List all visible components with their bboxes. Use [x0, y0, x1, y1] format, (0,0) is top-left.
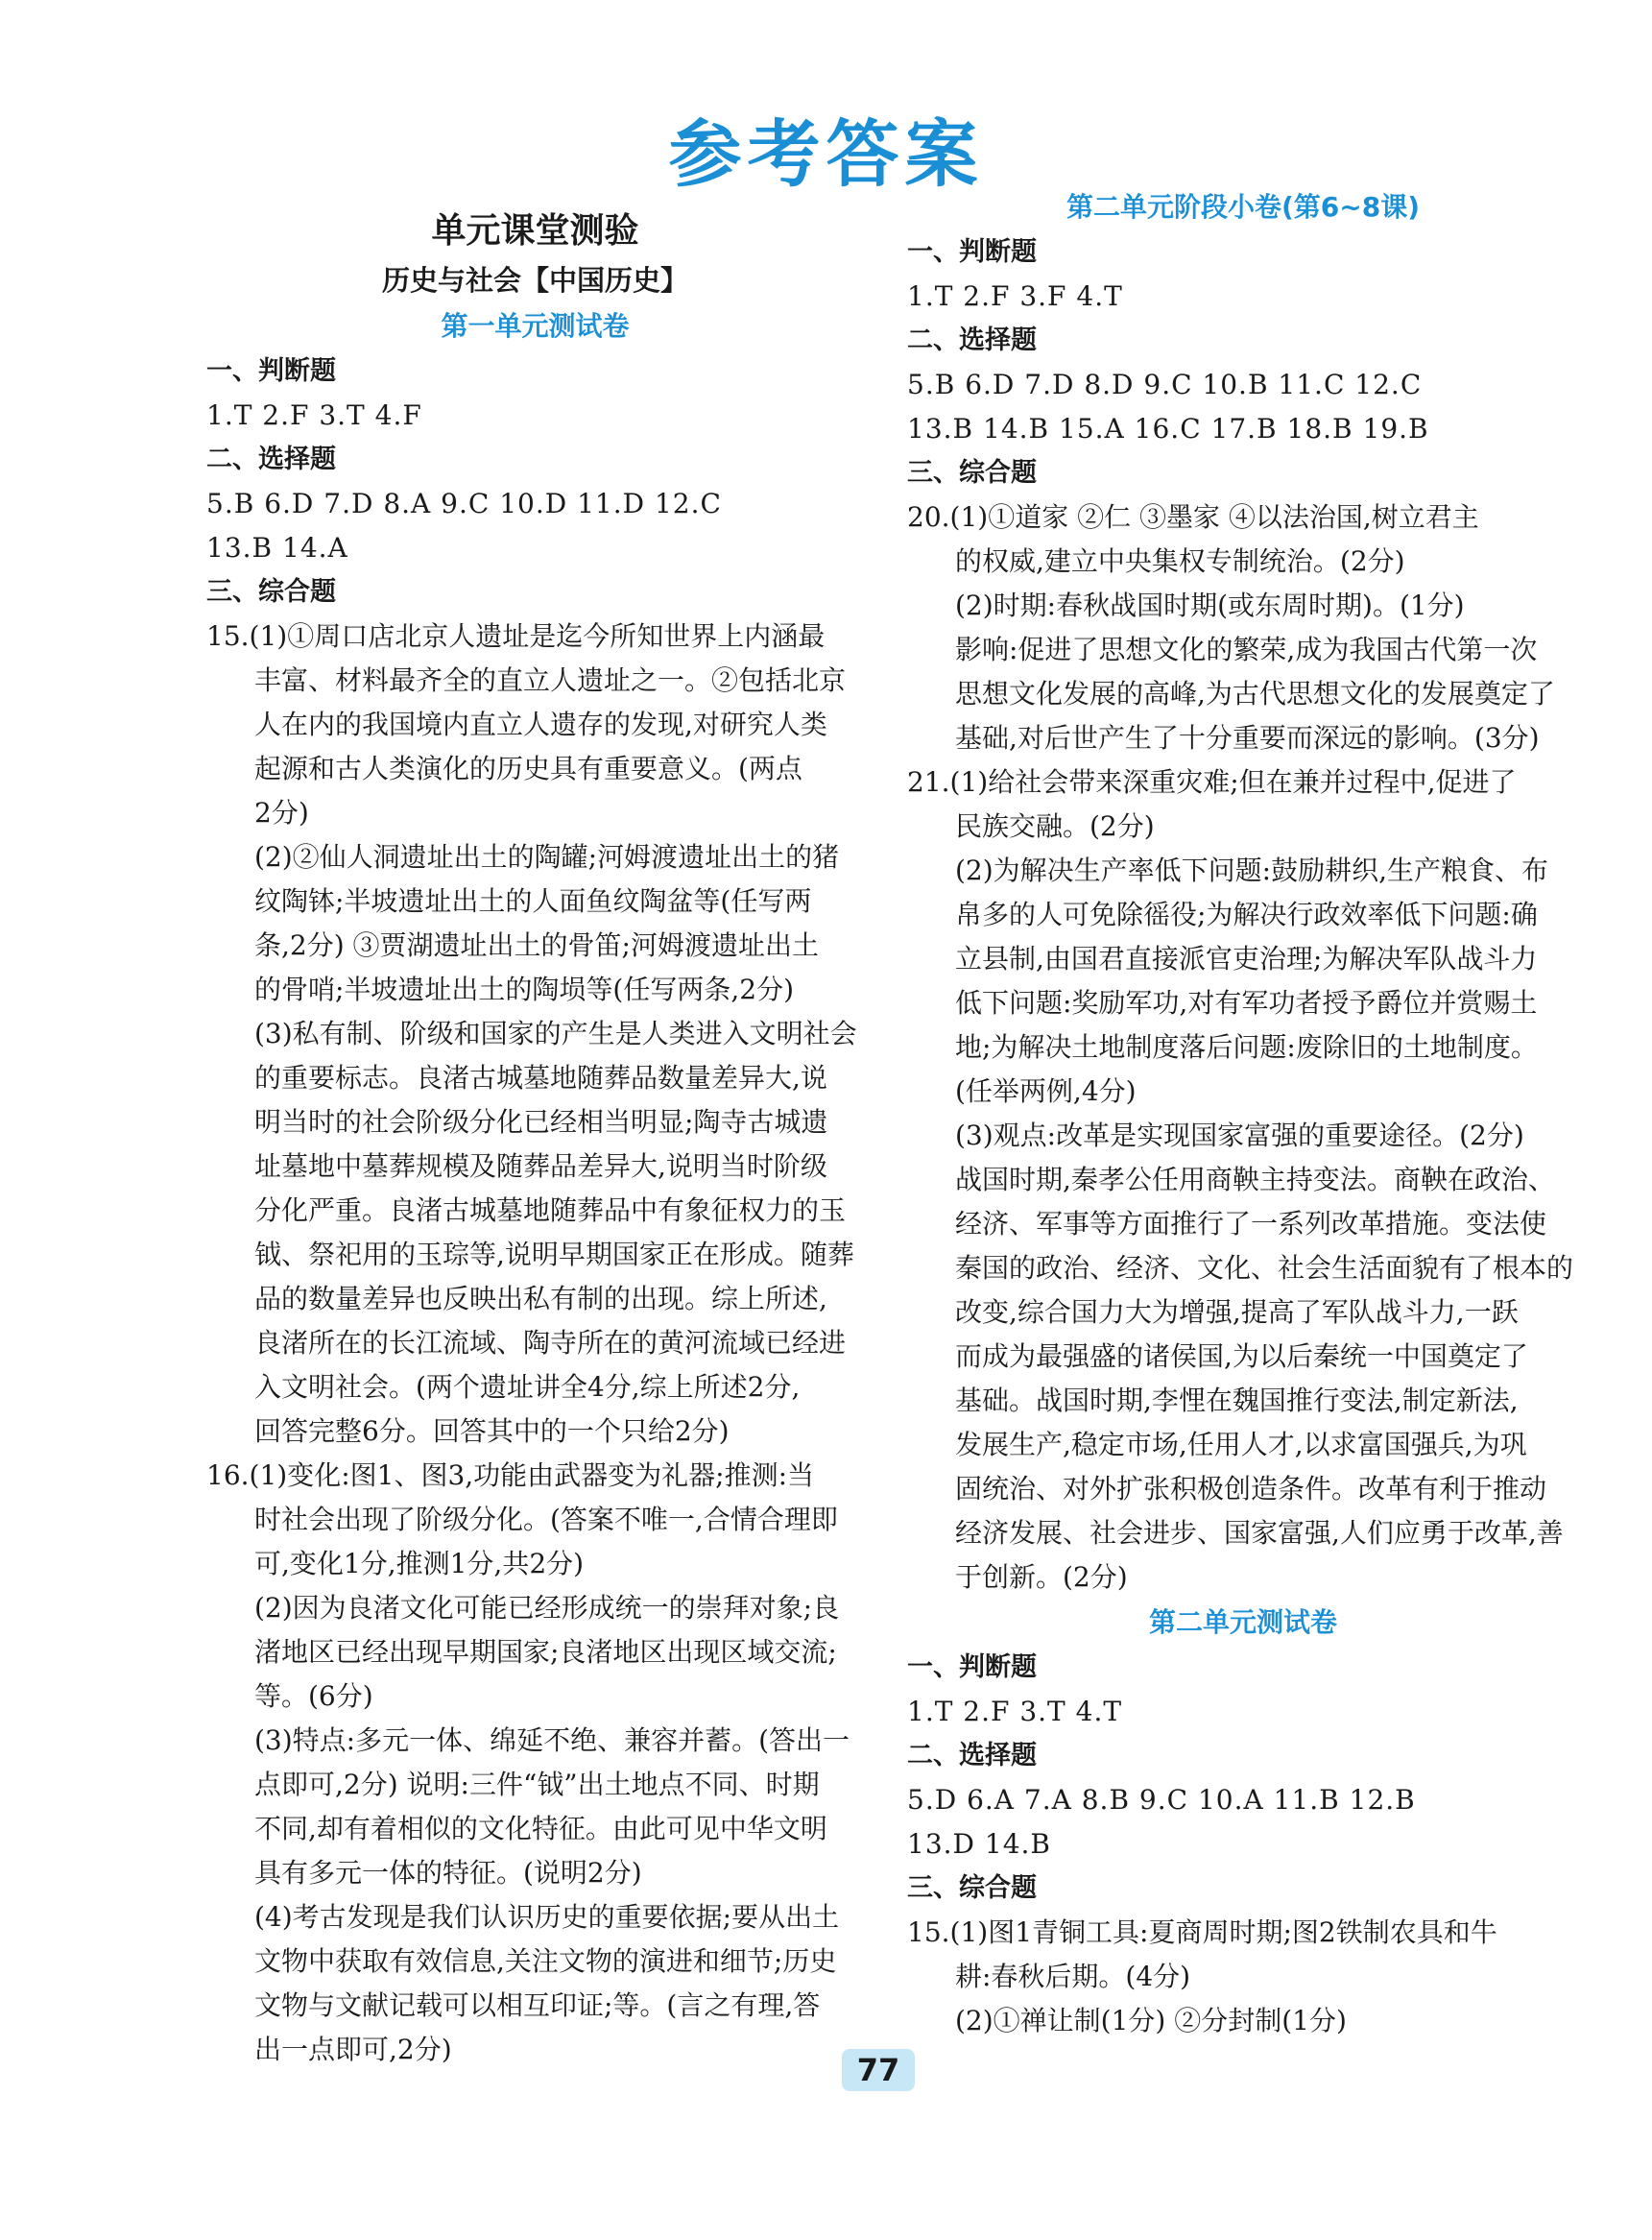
- right-answer-lines-1: [907, 495, 1579, 1600]
- answer-line: 的重要标志。良渚古城墓地随葬品数量差异大,说: [254, 1062, 827, 1094]
- section-label-choice: 二、选择题: [206, 445, 336, 474]
- left-column: [206, 205, 864, 2072]
- answer-line: 于创新。(2分): [955, 1561, 1128, 1593]
- section-label-choice: 二、选择题: [907, 325, 1037, 355]
- left-answer-lines: [206, 614, 864, 2072]
- answer-line: 人在内的我国境内直立人遗存的发现,对研究人类: [254, 709, 827, 740]
- answer-line: (4)考古发现是我们认识历史的重要依据;要从出土: [254, 1901, 840, 1933]
- answers-choice-row2: 13.B 14.B 15.A 16.C 17.B 18.B 19.B: [907, 413, 1429, 445]
- answer-line: 出一点即可,2分): [254, 2034, 452, 2065]
- left-heading: 单元课堂测验: [431, 211, 639, 251]
- answers-choice-row1: 5.B 6.D 7.D 8.A 9.C 10.D 11.D 12.C: [206, 488, 722, 519]
- answer-line: 条,2分) ③贾湖遗址出土的骨笛;河姆渡遗址出土: [254, 929, 819, 961]
- answer-line: 思想文化发展的高峰,为古代思想文化的发展奠定了: [955, 678, 1555, 710]
- answer-line: 秦国的政治、经济、文化、社会生活面貌有了根本的: [955, 1252, 1574, 1284]
- answer-line: 帛多的人可免除徭役;为解决行政效率低下问题:确: [955, 899, 1538, 930]
- answer-line: (任举两例,4分): [955, 1075, 1137, 1107]
- answer-line: 起源和古人类演化的历史具有重要意义。(两点: [254, 753, 802, 784]
- answer-line: 点即可,2分) 说明:三件“钺”出土地点不同、时期: [254, 1769, 820, 1800]
- answer-line: 明当时的社会阶级分化已经相当明显;陶寺古城遗: [254, 1106, 828, 1138]
- answers-judgment: 1.T 2.F 3.F 4.T: [907, 280, 1123, 312]
- answer-line: (3)特点:多元一体、绵延不绝、兼容并蓄。(答出一: [254, 1724, 850, 1756]
- answer-line: 址墓地中墓葬规模及随葬品差异大,说明当时阶级: [254, 1150, 827, 1182]
- answer-line: 丰富、材料最齐全的直立人遗址之一。②包括北京: [254, 664, 847, 696]
- right-answer-lines-2: [907, 1911, 1579, 2043]
- page-title: 参考答案: [668, 111, 984, 197]
- answer-line: 15.(1)①周口店北京人遗址是迄今所知世界上内涵最: [206, 620, 826, 652]
- answer-line: 文物与文献记载可以相互印证;等。(言之有理,答: [254, 1989, 821, 2021]
- right-column: [907, 191, 1579, 2043]
- answer-line: 固统治、对外扩张积极创造条件。改革有利于推动: [955, 1473, 1547, 1505]
- answer-line: (3)私有制、阶级和国家的产生是人类进入文明社会: [254, 1018, 857, 1049]
- section-title-unit1-test: 第一单元测试卷: [441, 310, 630, 342]
- answer-line: 改变,综合国力大为增强,提高了军队战斗力,一跃: [955, 1296, 1519, 1328]
- section-label-comprehensive: 三、综合题: [206, 577, 336, 607]
- answer-line: 的权威,建立中央集权专制统治。(2分): [955, 545, 1405, 577]
- answer-line: 分化严重。良渚古城墓地随葬品中有象征权力的玉: [254, 1194, 847, 1226]
- answer-line: 战国时期,秦孝公任用商鞅主持变法。商鞅在政治、: [955, 1164, 1555, 1195]
- answers-judgment: 1.T 2.F 3.T 4.F: [206, 399, 422, 431]
- answer-line: 经济、军事等方面推行了一系列改革措施。变法使: [955, 1208, 1547, 1240]
- section-label-comprehensive: 三、综合题: [907, 458, 1037, 488]
- answer-line: 低下问题:奖励军功,对有军功者授予爵位并赏赐土: [955, 987, 1538, 1019]
- answer-line: 发展生产,稳定市场,任用人才,以求富国强兵,为巩: [955, 1429, 1527, 1460]
- answer-line: 文物中获取有效信息,关注文物的演进和细节;历史: [254, 1945, 837, 1977]
- answer-line: 等。(6分): [254, 1680, 373, 1712]
- answers-choice-row2: 13.B 14.A: [206, 532, 348, 564]
- answer-line: 经济发展、社会进步、国家富强,人们应勇于改革,善: [955, 1517, 1564, 1549]
- answer-line: 渚地区已经出现早期国家;良渚地区出现区域交流;: [254, 1636, 837, 1668]
- answer-line: 16.(1)变化:图1、图3,功能由武器变为礼器;推测:当: [206, 1459, 815, 1491]
- answer-line: 立县制,由国君直接派官吏治理;为解决军队战斗力: [955, 943, 1538, 975]
- answer-line: (2)因为良渚文化可能已经形成统一的崇拜对象;良: [254, 1592, 840, 1624]
- answer-line: 地;为解决土地制度落后问题:废除旧的土地制度。: [955, 1031, 1538, 1063]
- answers-choice-row1: 5.B 6.D 7.D 8.D 9.C 10.B 11.C 12.C: [907, 369, 1423, 400]
- answer-line: (2)时期:春秋战国时期(或东周时期)。(1分): [955, 590, 1465, 621]
- answer-line: 2分): [254, 797, 309, 829]
- answer-line: (2)①禅让制(1分) ②分封制(1分): [955, 2005, 1347, 2036]
- section-label-judgment: 一、判断题: [206, 356, 336, 386]
- answer-line: 入文明社会。(两个遗址讲全4分,综上所述2分,: [254, 1371, 801, 1403]
- answer-line: 影响:促进了思想文化的繁荣,成为我国古代第一次: [955, 634, 1538, 665]
- answer-line: 具有多元一体的特征。(说明2分): [254, 1857, 642, 1889]
- answer-line: 纹陶钵;半坡遗址出土的人面鱼纹陶盆等(任写两: [254, 885, 812, 917]
- answer-line: (2)为解决生产率低下问题:鼓励耕织,生产粮食、布: [955, 855, 1548, 886]
- answer-line: 民族交融。(2分): [955, 810, 1155, 842]
- section-label-choice-2: 二、选择题: [907, 1741, 1037, 1770]
- page-number-badge: 77: [842, 2049, 915, 2091]
- section-title-unit2-test: 第二单元测试卷: [1148, 1606, 1337, 1638]
- answer-line: 而成为最强盛的诸侯国,为以后秦统一中国奠定了: [955, 1340, 1528, 1372]
- answer-line: 基础。战国时期,李悝在魏国推行变法,制定新法,: [955, 1385, 1519, 1416]
- answer-line: 良渚所在的长江流域、陶寺所在的黄河流域已经进: [254, 1327, 847, 1359]
- answer-line: (3)观点:改革是实现国家富强的重要途径。(2分): [955, 1120, 1524, 1151]
- left-subheading: 历史与社会【中国历史】: [381, 264, 688, 297]
- answer-line: 基础,对后世产生了十分重要而深远的影响。(3分): [955, 722, 1540, 754]
- answer-line: 15.(1)图1青铜工具:夏商周时期;图2铁制农具和牛: [907, 1916, 1497, 1948]
- answer-line: 钺、祭祀用的玉琮等,说明早期国家正在形成。随葬: [254, 1239, 854, 1270]
- section-label-comprehensive-2: 三、综合题: [907, 1873, 1037, 1903]
- answer-line: 不同,却有着相似的文化特征。由此可见中华文明: [254, 1813, 827, 1844]
- answer-line: 21.(1)给社会带来深重灾难;但在兼并过程中,促进了: [907, 766, 1517, 798]
- answers-choice-2-row1: 5.D 6.A 7.A 8.B 9.C 10.A 11.B 12.B: [907, 1784, 1416, 1816]
- answers-choice-2-row2: 13.D 14.B: [907, 1828, 1051, 1860]
- answer-line: 20.(1)①道家 ②仁 ③墨家 ④以法治国,树立君主: [907, 501, 1479, 533]
- answer-line: 品的数量差异也反映出私有制的出现。综上所述,: [254, 1283, 827, 1314]
- answer-line: 耕:春秋后期。(4分): [955, 1961, 1191, 1992]
- answer-line: (2)②仙人洞遗址出土的陶罐;河姆渡遗址出土的猪: [254, 841, 840, 873]
- answer-line: 的骨哨;半坡遗址出土的陶埙等(任写两条,2分): [254, 974, 794, 1005]
- answer-line: 可,变化1分,推测1分,共2分): [254, 1548, 585, 1579]
- section-label-judgment-2: 一、判断题: [907, 1652, 1037, 1682]
- section-label-judgment: 一、判断题: [907, 237, 1037, 267]
- answer-line: 回答完整6分。回答其中的一个只给2分): [254, 1415, 730, 1447]
- answers-judgment-2: 1.T 2.F 3.T 4.T: [907, 1696, 1123, 1727]
- section-title-unit2-quiz: 第二单元阶段小卷(第6~8课): [1065, 191, 1421, 223]
- answer-line: 时社会出现了阶级分化。(答案不唯一,合情合理即: [254, 1504, 838, 1535]
